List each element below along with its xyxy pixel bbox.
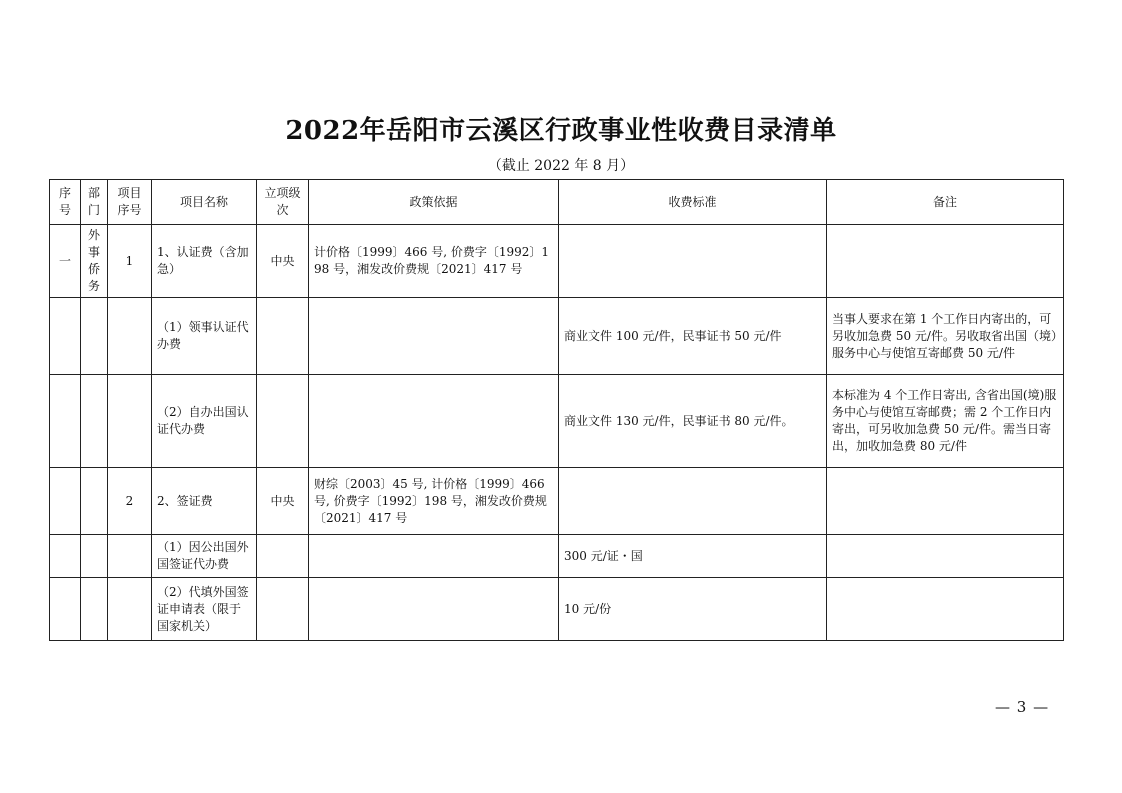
cell-dept: [81, 578, 108, 641]
table-row: [50, 225, 1064, 298]
cell-item-name: （1）因公出国外国签证代办费: [152, 535, 257, 578]
cell-item-name: （1）领事认证代办费: [152, 298, 257, 375]
header-fee-standard: 收费标准: [559, 180, 827, 225]
table-row: [50, 375, 1064, 468]
cell-level: [257, 535, 309, 578]
cell-policy-basis: 计价格〔1999〕466 号, 价费字〔1992〕198 号，湘发改价费规〔2021〕417 号: [309, 225, 559, 298]
cell-fee-standard: [559, 225, 827, 298]
table-row: [50, 298, 1064, 375]
header-item-no: 项目序号: [108, 180, 152, 225]
cell-fee-standard: 商业文件 130 元/件，民事证书 80 元/件。: [559, 375, 827, 468]
cell-fee-standard: 商业文件 100 元/件，民事证书 50 元/件: [559, 298, 827, 375]
cell-dept: [81, 535, 108, 578]
cell-seq: [50, 535, 81, 578]
cell-item-name: 1、认证费（含加急）: [152, 225, 257, 298]
cell-item-no: [108, 298, 152, 375]
cell-seq: [50, 578, 81, 641]
cell-fee-standard: 300 元/证・国: [559, 535, 827, 578]
table-row: [50, 535, 1064, 578]
cell-policy-basis: 财综〔2003〕45 号, 计价格〔1999〕466 号, 价费字〔1992〕198 号，湘发改价费规〔2021〕417 号: [309, 468, 559, 535]
document-title: 2022年岳阳市云溪区行政事业性收费目录清单: [285, 116, 837, 146]
cell-level: [257, 578, 309, 641]
header-dept: 部门: [81, 180, 108, 225]
cell-remark: [827, 535, 1064, 578]
cell-policy-basis: [309, 375, 559, 468]
cell-policy-basis: [309, 535, 559, 578]
cell-dept: [81, 375, 108, 468]
cell-dept: [81, 298, 108, 375]
header-policy-basis: 政策依据: [309, 180, 559, 225]
header-remark: 备注: [827, 180, 1064, 225]
cell-policy-basis: [309, 298, 559, 375]
cell-level: [257, 298, 309, 375]
cell-remark: [827, 225, 1064, 298]
cell-remark: [827, 468, 1064, 535]
page-number: — 3 —: [995, 698, 1050, 716]
header-seq: 序号: [50, 180, 81, 225]
cell-item-no: [108, 375, 152, 468]
cell-level: 中央: [257, 468, 309, 535]
table-row: [50, 578, 1064, 641]
document-subtitle: （截止 2022 年 8 月）: [487, 158, 635, 174]
cell-fee-standard: [559, 468, 827, 535]
cell-item-name: 2、签证费: [152, 468, 257, 535]
cell-dept: [81, 468, 108, 535]
cell-level: 中央: [257, 225, 309, 298]
header-level: 立项级次: [257, 180, 309, 225]
table-row: [50, 468, 1064, 535]
cell-remark: 本标准为 4 个工作日寄出, 含省出国(境)服务中心与使馆互寄邮费；需 2 个工作日内寄出，可另收加急费 50 元/件。需当日寄出，加收加急费 80 元/件: [827, 375, 1064, 468]
cell-item-name: （2）代填外国签证申请表（限于国家机关）: [152, 578, 257, 641]
table-header-row: [50, 180, 1064, 225]
cell-seq: [50, 298, 81, 375]
cell-item-no: [108, 535, 152, 578]
cell-remark: 当事人要求在第 1 个工作日内寄出的，可另收加急费 50 元/件。另收取省出国（境）服务中心与使馆互寄邮费 50 元/件: [827, 298, 1064, 375]
cell-dept: 外事侨务: [81, 225, 108, 298]
cell-seq: [50, 375, 81, 468]
cell-item-name: （2）自办出国认证代办费: [152, 375, 257, 468]
cell-seq: 一: [50, 225, 81, 298]
header-item-name: 项目名称: [152, 180, 257, 225]
cell-seq: [50, 468, 81, 535]
cell-policy-basis: [309, 578, 559, 641]
cell-item-no: 1: [108, 225, 152, 298]
cell-fee-standard: 10 元/份: [559, 578, 827, 641]
fee-catalog-table: [49, 179, 1064, 641]
cell-remark: [827, 578, 1064, 641]
cell-level: [257, 375, 309, 468]
cell-item-no: 2: [108, 468, 152, 535]
cell-item-no: [108, 578, 152, 641]
